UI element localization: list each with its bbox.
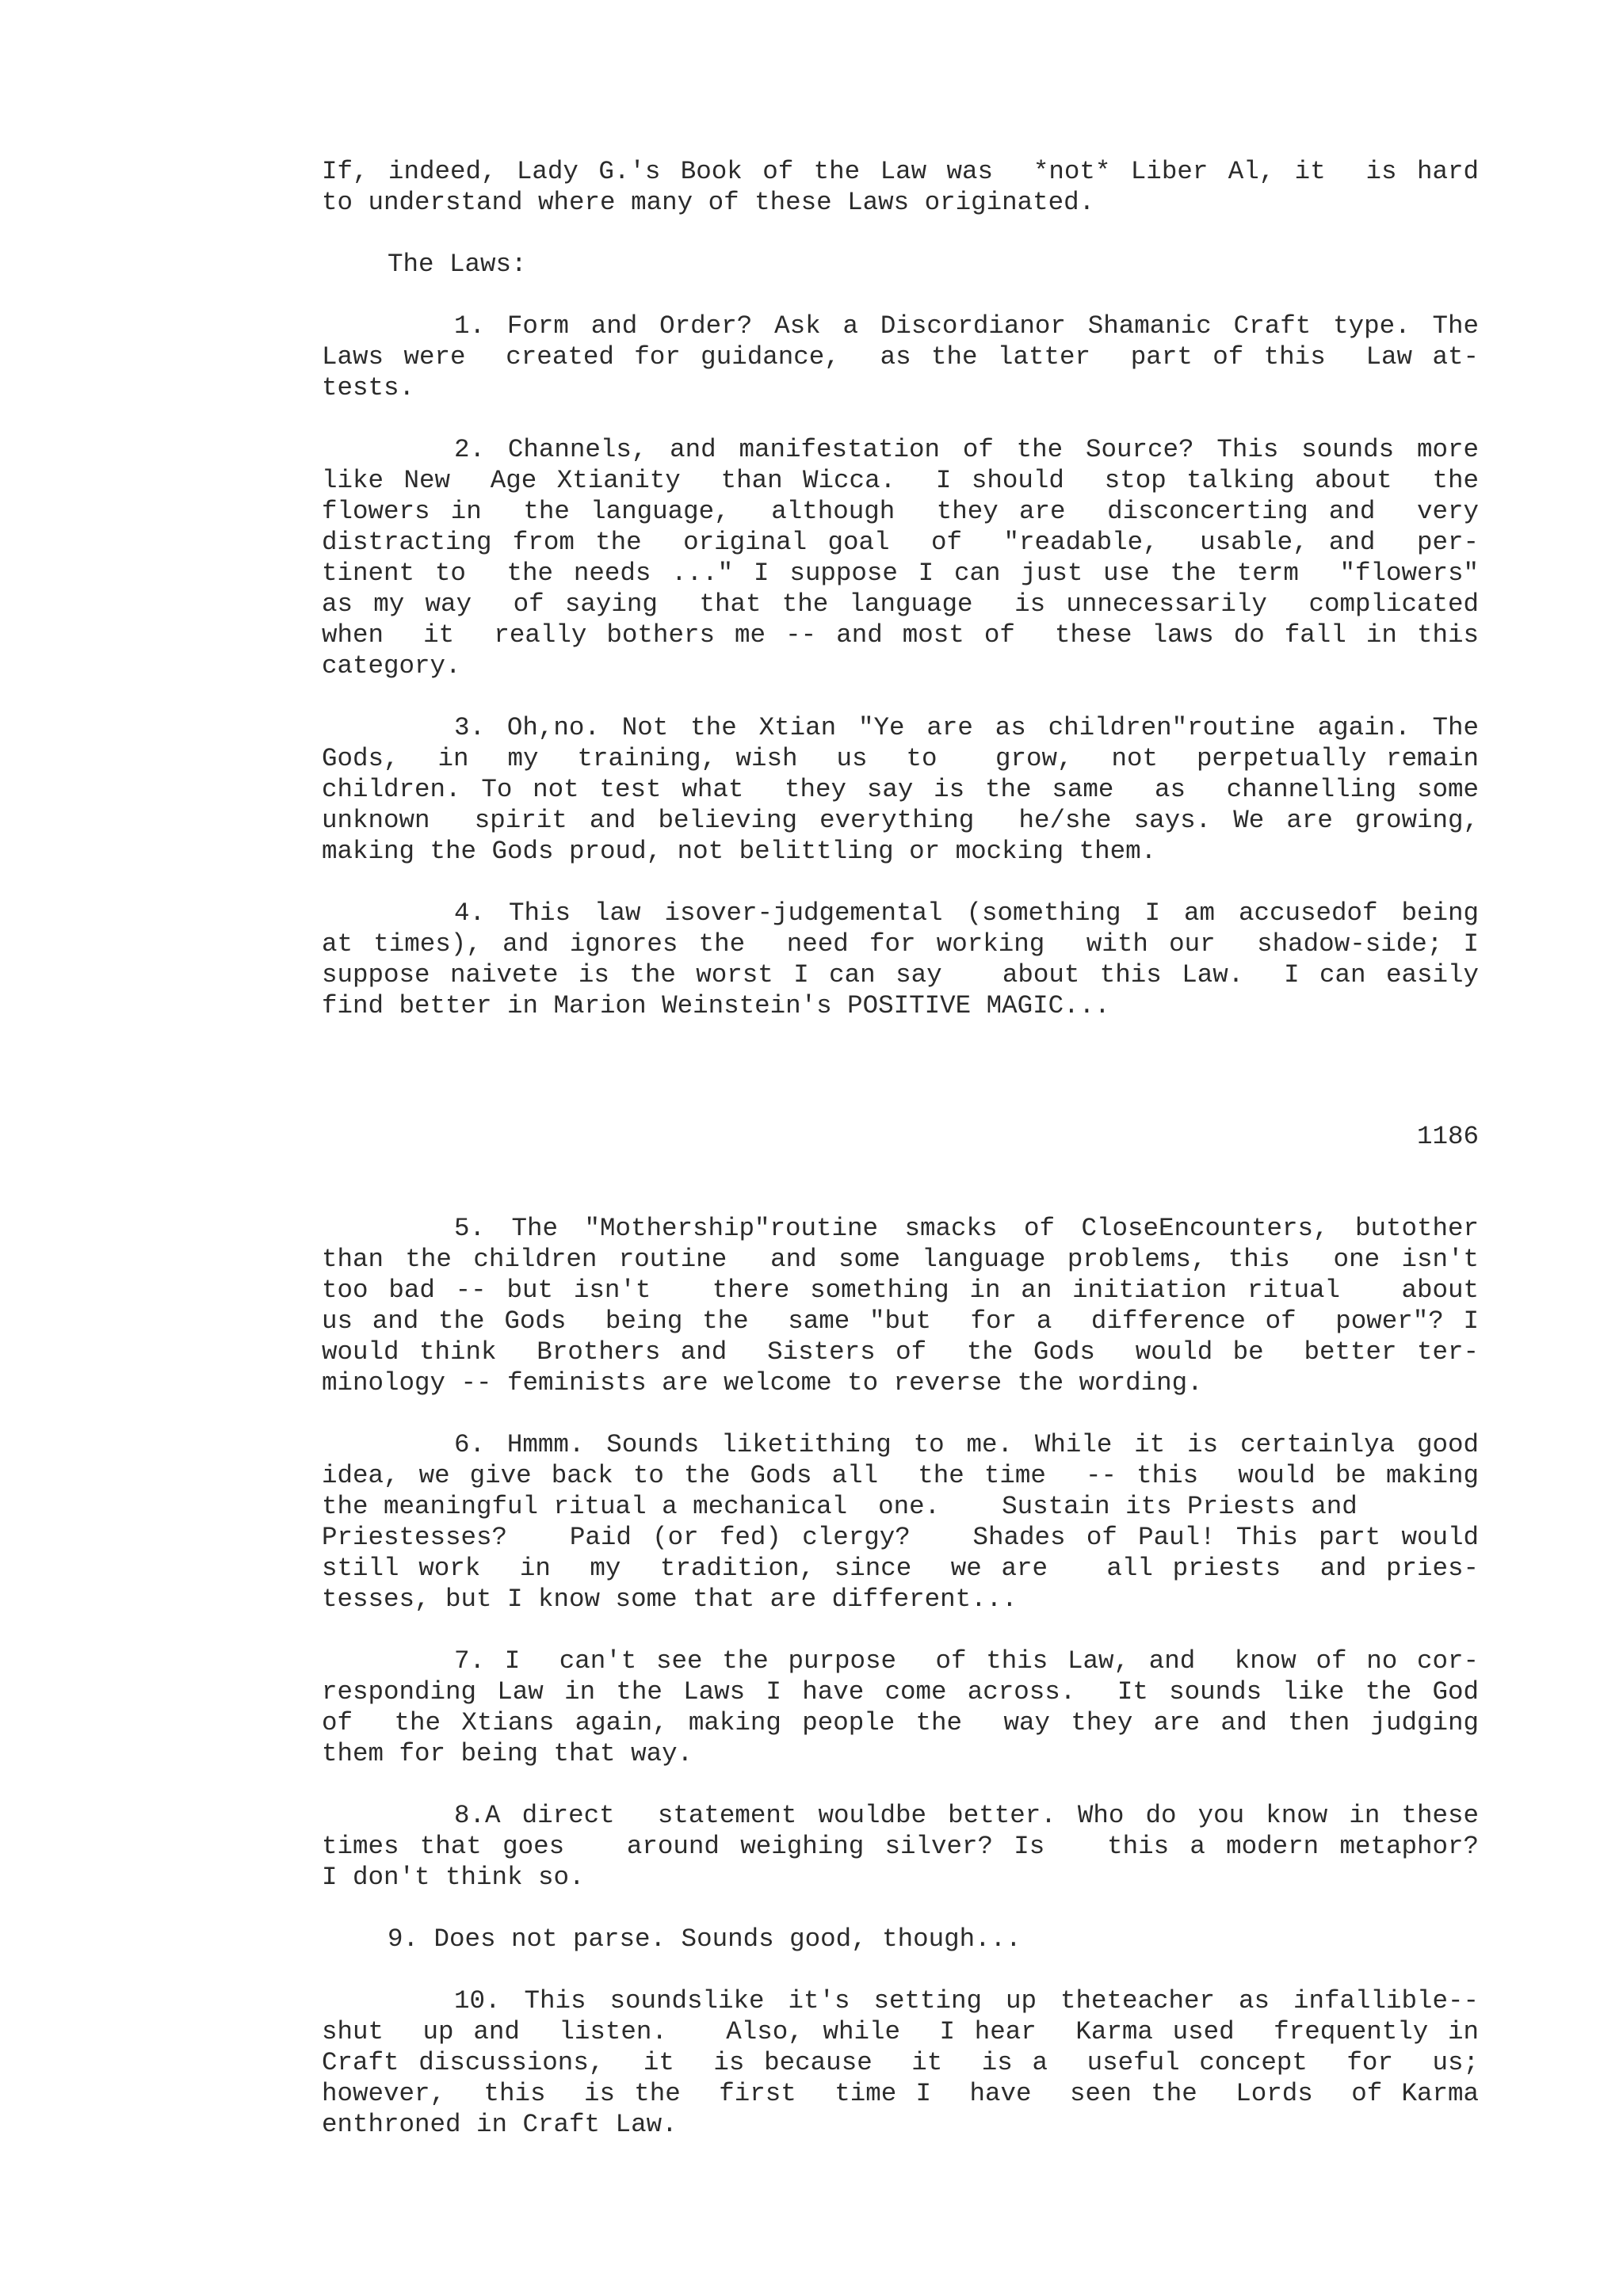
law-5-line: too bad -- but isn't there something in an initiation ritual about	[322, 1276, 1479, 1305]
law-3-line: children. To not test what they say is the same as channelling some	[322, 775, 1479, 804]
law-8-line: I don't think so.	[322, 1863, 585, 1892]
law-4-line: suppose naivete is the worst I can say about this Law. I can easily	[322, 960, 1479, 990]
law-10-line: shut up and listen. Also, while I hear Karma used frequently in	[322, 2017, 1479, 2046]
law-2-line: when it really bothers me -- and most of these laws do fall in this	[322, 620, 1479, 650]
law-7-line: responding Law in the Laws I have come across. It sounds like the God	[322, 1677, 1479, 1707]
intro-line: to understand where many of these Laws originated.	[322, 188, 1095, 217]
law-1-line: Laws were created for guidance, as the latter part of this Law at-	[322, 342, 1479, 372]
law-6-line: the meaningful ritual a mechanical one. Sustain its Priests and	[322, 1492, 1358, 1521]
law-9-line: 9. Does not parse. Sounds good, though...	[388, 1924, 1022, 1954]
law-2-line: as my way of saying that the language is unnecessarily complicated	[322, 589, 1479, 619]
section-heading: The Laws:	[388, 250, 527, 279]
law-7-line: of the Xtians again, making people the way they are and then judging	[322, 1708, 1479, 1737]
law-8-line: 8.A direct statement wouldbe better. Who do you know in these	[454, 1801, 1479, 1830]
law-4-line: find better in Marion Weinstein's POSITIVE MAGIC...	[322, 991, 1110, 1020]
law-2-line: flowers in the language, although they are disconcerting and very	[322, 497, 1479, 526]
law-2-line: 2. Channels, and manifestation of the Source? This sounds more	[454, 435, 1479, 464]
law-3-line: 3. Oh,no. Not the Xtian "Ye are as children"routine again. The	[454, 713, 1479, 742]
law-2-line: like New Age Xtianity than Wicca. I should stop talking about the	[322, 466, 1479, 495]
law-4-line: 4. This law isover-judgemental (something I am accusedof being	[454, 898, 1479, 928]
law-5-line: us and the Gods being the same "but for a difference of power"? I	[322, 1306, 1479, 1336]
law-10-line: however, this is the first time I have seen the Lords of Karma	[322, 2079, 1479, 2108]
law-2-line: category.	[322, 651, 461, 681]
law-2-line: distracting from the original goal of "readable, usable, and per-	[322, 528, 1479, 557]
law-6-line: tesses, but I know some that are different...	[322, 1585, 1018, 1614]
law-6-line: 6. Hmmm. Sounds liketithing to me. While it is certainlya good	[454, 1430, 1479, 1459]
law-3-line: making the Gods proud, not belittling or mocking them.	[322, 837, 1157, 866]
law-6-line: idea, we give back to the Gods all the time -- this would be making	[322, 1461, 1479, 1490]
law-1-line: 1. Form and Order? Ask a Discordianor Shamanic Craft type. The	[454, 311, 1479, 341]
law-4-line: at times), and ignores the need for working with our shadow-side; I	[322, 929, 1479, 959]
law-7-line: them for being that way.	[322, 1739, 693, 1768]
law-8-line: times that goes around weighing silver? Is this a modern metaphor?	[322, 1832, 1479, 1861]
law-7-line: 7. I can't see the purpose of this Law, and know of no cor-	[454, 1646, 1479, 1676]
law-6-line: still work in my tradition, since we are all priests and pries-	[322, 1554, 1479, 1583]
law-5-line: than the children routine and some language problems, this one isn't	[322, 1245, 1479, 1274]
law-10-line: Craft discussions, it is because it is a useful concept for us;	[322, 2048, 1479, 2077]
law-5-line: minology -- feminists are welcome to reverse the wording.	[322, 1368, 1203, 1398]
law-1-line: tests.	[322, 373, 415, 402]
law-5-line: 5. The "Mothership"routine smacks of CloseEncounters, butother	[454, 1214, 1479, 1243]
law-6-line: Priestesses? Paid (or fed) clergy? Shades of Paul! This part would	[322, 1523, 1479, 1552]
intro-line: If, indeed, Lady G.'s Book of the Law was *not* Liber Al, it is hard	[322, 157, 1479, 186]
law-5-line: would think Brothers and Sisters of the Gods would be better ter-	[322, 1337, 1479, 1367]
law-3-line: unknown spirit and believing everything he/she says. We are growing,	[322, 806, 1479, 835]
law-3-line: Gods, in my training, wish us to grow, not perpetually remain	[322, 744, 1479, 773]
law-10-line: 10. This soundslike it's setting up theteacher as infallible--	[454, 1986, 1479, 2016]
law-10-line: enthroned in Craft Law.	[322, 2110, 678, 2139]
law-2-line: tinent to the needs ..." I suppose I can just use the term "flowers"	[322, 559, 1479, 588]
page-number: 1186	[1416, 1122, 1479, 1151]
